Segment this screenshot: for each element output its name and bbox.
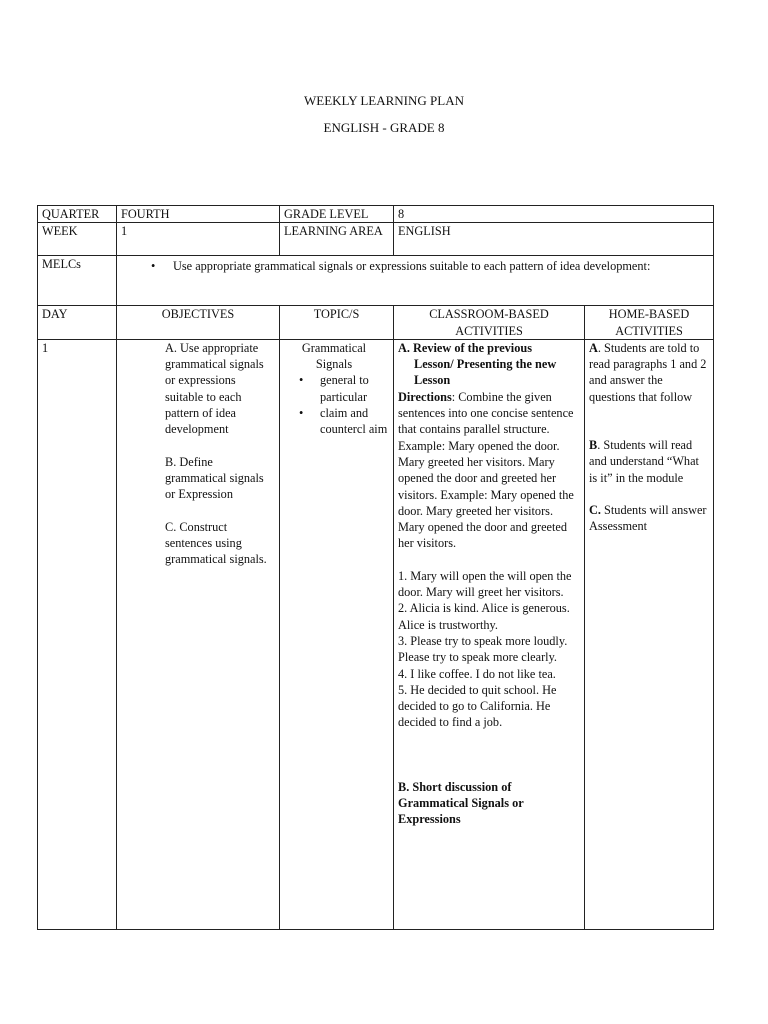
- melcs-content: [117, 256, 714, 306]
- activity-a-heading: A. Review of the previous: [398, 340, 532, 355]
- exercise-item-4: 4. I like coffee. I do not like tea.: [398, 666, 556, 681]
- home-b-label: B: [589, 438, 598, 453]
- home-activity-a: [589, 340, 709, 405]
- quarter-row: [38, 206, 714, 223]
- home-c-label: C.: [589, 502, 601, 517]
- classroom-activities-cell: [394, 339, 585, 929]
- home-c-text: Students will answer Assessment: [589, 502, 707, 534]
- melcs-row: [38, 256, 714, 306]
- week-label: WEEK: [38, 223, 117, 256]
- week-row: [38, 223, 714, 256]
- exercise-item-2: 2. Alicia is kind. Alice is generous. Alice is trustworthy.: [398, 601, 570, 632]
- quarter-label: QUARTER: [38, 206, 117, 223]
- activity-a-heading-line2: Lesson/ Presenting the new: [414, 357, 557, 372]
- topic-item: • general to particular: [320, 372, 389, 405]
- classroom-activities-header: CLASSROOM-BASED ACTIVITIES: [394, 306, 585, 340]
- activity-a-heading-line3: Lesson: [414, 373, 451, 388]
- learning-plan-table: [37, 205, 714, 930]
- home-b-text: . Students will read and understand “What is it” in the module: [589, 438, 699, 485]
- activity-b-heading: B. Short discussion of Grammatical Signals or Expressions: [398, 779, 524, 827]
- home-a-text: . Students are told to read paragraphs 1 and 2 and answer the questions that follow: [589, 340, 707, 404]
- topic-title: Grammatical Signals: [301, 340, 367, 372]
- home-activities-header: HOME-BASED ACTIVITIES: [585, 306, 714, 340]
- home-activities-cell: [585, 339, 714, 929]
- home-activity-c: [589, 502, 709, 535]
- exercise-item-1: 1. Mary will open the will open the door. Mary will greet her visitors.: [398, 568, 572, 600]
- melcs-label: MELCs: [38, 256, 117, 306]
- example-text: Example: Mary opened the door. Mary greeted her visitors. Mary opened the door and greeted her visitors. Example: Mary opened the door. Mary greeted her visitors. Mary opened the door and greeted her visitors.: [398, 438, 574, 551]
- learning-area-value: ENGLISH: [394, 223, 714, 256]
- document-title: WEEKLY LEARNING PLAN: [304, 93, 464, 108]
- exercise-item-3: 3. Please try to speak more loudly. Please try to speak more clearly.: [398, 633, 568, 665]
- objective-c: C. Construct sentences using grammatical signals.: [165, 519, 267, 567]
- topics-cell: [280, 339, 394, 929]
- topics-header: TOPIC/S: [280, 306, 394, 340]
- day-header: DAY: [38, 306, 117, 340]
- header-row: [38, 306, 714, 340]
- day-number: 1: [38, 339, 117, 929]
- grade-level-label: GRADE LEVEL: [280, 206, 394, 223]
- document-subtitle: ENGLISH - GRADE 8: [323, 120, 445, 135]
- directions-text: : Combine the given sentences into one concise sentence that contains parallel structure.: [398, 389, 574, 437]
- objectives-cell: [117, 339, 280, 929]
- home-a-label: A: [589, 340, 598, 355]
- topic-item: • claim and countercl aim: [320, 405, 389, 438]
- exercise-item-5: 5. He decided to quit school. He decided to go to California. He decided to find a job.: [398, 682, 557, 730]
- learning-area-label: LEARNING AREA: [280, 223, 394, 256]
- day-1-row: [38, 339, 714, 929]
- directions-label: Directions: [398, 389, 452, 404]
- week-value: 1: [117, 223, 280, 256]
- directions: [398, 389, 580, 438]
- objectives-header: OBJECTIVES: [117, 306, 280, 340]
- home-activity-b: [589, 437, 709, 486]
- quarter-value: FOURTH: [117, 206, 280, 223]
- objective-a: A. Use appropriate grammatical signals or expressions suitable to each pattern of idea development: [165, 340, 264, 437]
- grade-level-value: 8: [394, 206, 714, 223]
- melc-item: • Use appropriate grammatical signals or expressions suitable to each pattern of idea development:: [173, 258, 709, 274]
- objective-b: B. Define grammatical signals or Expression: [165, 454, 264, 502]
